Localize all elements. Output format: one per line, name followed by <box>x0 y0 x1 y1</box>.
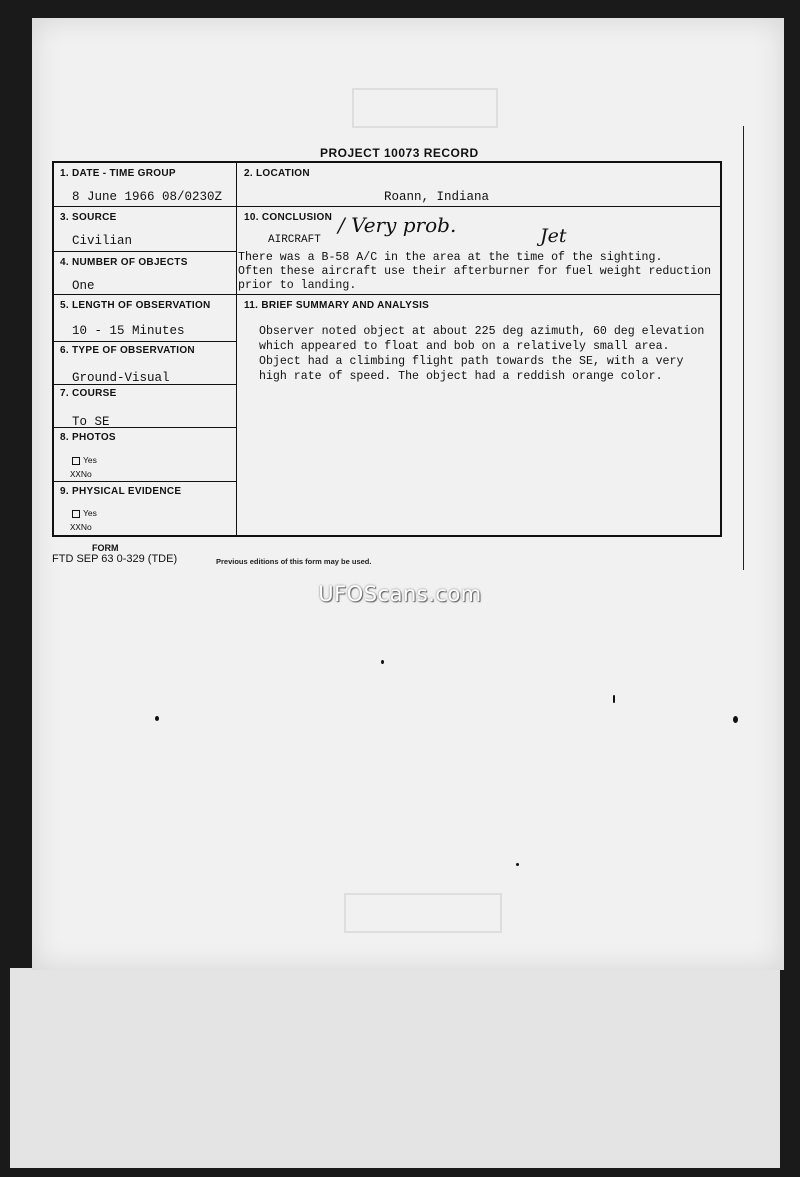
number-of-objects-value: One <box>72 279 95 293</box>
faded-stamp-top <box>352 88 498 128</box>
handwritten-jet: Jet <box>540 225 567 247</box>
footer-form-id: FTD SEP 63 0-329 (TDE) <box>52 553 178 565</box>
date-time-value: 8 June 1966 08/0230Z <box>72 190 223 204</box>
photos-no-option <box>70 469 92 480</box>
footer-form-word: FORM <box>92 543 119 553</box>
photos-yes-option <box>72 455 97 465</box>
handwritten-very-prob: / Very prob. <box>338 213 457 237</box>
evidence-no-option <box>70 522 92 533</box>
row-divider <box>54 294 720 295</box>
row-divider <box>54 251 236 252</box>
conclusion-line-3: prior to landing. <box>238 279 357 292</box>
source-label: 3. SOURCE <box>60 212 117 223</box>
location-label: 2. LOCATION <box>244 168 310 179</box>
summary-label: 11. BRIEF SUMMARY AND ANALYSIS <box>244 300 430 311</box>
speck <box>613 695 615 703</box>
underlying-page <box>10 968 780 1168</box>
faded-stamp-bottom <box>344 893 502 933</box>
conclusion-line-2: Often these aircraft use their afterburner for fuel weight reduction <box>238 265 712 278</box>
record-form <box>52 161 722 537</box>
page-edge-line <box>743 126 744 570</box>
length-of-observation-value: 10 - 15 Minutes <box>72 324 185 338</box>
speck <box>516 863 519 866</box>
form-title: PROJECT 10073 RECORD <box>320 146 479 160</box>
type-of-observation-label: 6. TYPE OF OBSERVATION <box>60 345 195 356</box>
photos-no-mark: XX <box>70 470 81 480</box>
length-of-observation-label: 5. LENGTH OF OBSERVATION <box>60 300 211 311</box>
type-of-observation-value: Ground-Visual <box>72 371 170 385</box>
speck <box>381 660 384 664</box>
checkbox-icon <box>72 457 80 465</box>
watermark: UFOScans.com <box>318 582 482 606</box>
evidence-yes-label: Yes <box>83 508 97 518</box>
row-divider <box>54 341 236 342</box>
summary-line-2: which appeared to float and bob on a relatively small area. <box>259 340 670 353</box>
evidence-no-mark: XX <box>70 523 81 533</box>
checkbox-icon <box>72 510 80 518</box>
location-value: Roann, Indiana <box>384 190 490 204</box>
physical-evidence-label: 9. PHYSICAL EVIDENCE <box>60 486 182 497</box>
summary-line-1: Observer noted object at about 225 deg azimuth, 60 deg elevation <box>259 325 705 338</box>
course-label: 7. COURSE <box>60 388 117 399</box>
photos-no-label: No <box>80 469 92 479</box>
column-divider <box>236 163 237 535</box>
row-divider <box>54 481 236 482</box>
course-value: To SE <box>72 415 110 429</box>
date-time-label: 1. DATE - TIME GROUP <box>60 168 176 179</box>
source-value: Civilian <box>72 234 133 248</box>
number-of-objects-label: 4. NUMBER OF OBJECTS <box>60 257 188 268</box>
conclusion-label: 10. CONCLUSION <box>244 212 333 223</box>
footer-note: Previous editions of this form may be used. <box>216 557 372 566</box>
summary-line-3: Object had a climbing flight path towards the SE, with a very <box>259 355 684 368</box>
photos-yes-label: Yes <box>83 455 97 465</box>
conclusion-value: AIRCRAFT <box>268 234 321 246</box>
photos-label: 8. PHOTOS <box>60 432 116 443</box>
conclusion-line-1: There was a B-58 A/C in the area at the time of the sighting. <box>238 251 663 264</box>
speck <box>155 716 159 721</box>
evidence-no-label: No <box>80 522 92 532</box>
evidence-yes-option <box>72 508 97 518</box>
row-divider <box>54 206 720 207</box>
summary-line-4: high rate of speed. The object had a reddish orange color. <box>259 370 663 383</box>
speck <box>733 716 738 723</box>
